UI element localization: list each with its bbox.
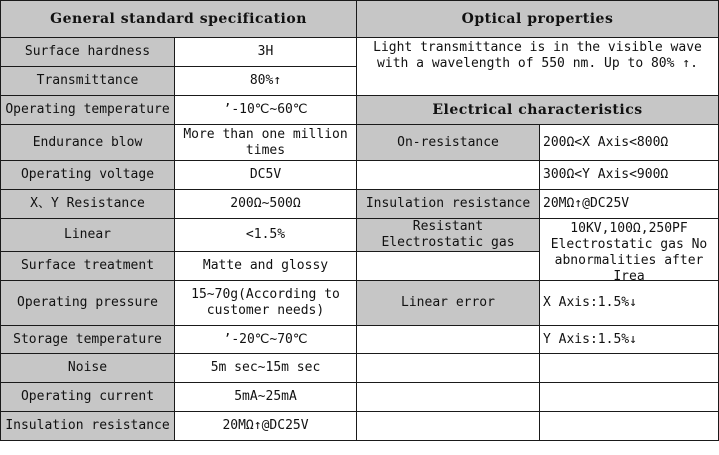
empty-cell bbox=[357, 383, 540, 412]
general-label: Surface hardness bbox=[1, 38, 175, 67]
general-label: Linear bbox=[1, 219, 175, 252]
optical-properties-header: Optical properties bbox=[357, 1, 719, 38]
general-value: 5m sec~15m sec bbox=[175, 354, 357, 383]
esd-value bbox=[540, 219, 719, 284]
general-label: Storage temperature bbox=[1, 326, 175, 354]
general-value: ’-10℃~60℃ bbox=[175, 96, 357, 125]
empty-cell bbox=[357, 252, 540, 281]
on-resistance-label: On-resistance bbox=[357, 125, 540, 161]
general-value: More than one million times bbox=[175, 125, 357, 161]
empty-cell bbox=[540, 412, 719, 441]
general-label: Transmittance bbox=[1, 67, 175, 96]
general-value: DC5V bbox=[175, 161, 357, 190]
general-label: Operating current bbox=[1, 383, 175, 412]
general-spec-header: General standard specification bbox=[1, 1, 357, 38]
empty-cell bbox=[357, 161, 540, 190]
general-label: Noise bbox=[1, 354, 175, 383]
general-label: Insulation resistance bbox=[1, 412, 175, 441]
general-value: 200Ω~500Ω bbox=[175, 190, 357, 219]
esd-value-text: 10KV,100Ω,250PF Electrostatic gas No abnormalities after Irea bbox=[550, 221, 708, 284]
empty-cell bbox=[540, 383, 719, 412]
on-resistance-x-value: 200Ω<X Axis<800Ω bbox=[540, 125, 719, 161]
on-resistance-y-value: 300Ω<Y Axis<900Ω bbox=[540, 161, 719, 190]
general-label: X、Y Resistance bbox=[1, 190, 175, 219]
general-value: 3H bbox=[175, 38, 357, 67]
general-value: ’-20℃~70℃ bbox=[175, 326, 357, 354]
linear-error-label: Linear error bbox=[357, 281, 540, 326]
general-value: 20MΩ↑@DC25V bbox=[175, 412, 357, 441]
empty-cell bbox=[357, 412, 540, 441]
esd-label: Resistant Electrostatic gas bbox=[357, 219, 540, 252]
empty-cell bbox=[540, 354, 719, 383]
linear-error-x-value: X Axis:1.5%↓ bbox=[540, 281, 719, 326]
insulation-resistance-value: 20MΩ↑@DC25V bbox=[540, 190, 719, 219]
general-value: Matte and glossy bbox=[175, 252, 357, 281]
general-label: Operating temperature bbox=[1, 96, 175, 125]
general-label: Operating voltage bbox=[1, 161, 175, 190]
empty-cell bbox=[357, 354, 540, 383]
general-value: 5mA~25mA bbox=[175, 383, 357, 412]
general-label: Surface treatment bbox=[1, 252, 175, 281]
general-value: <1.5% bbox=[175, 219, 357, 252]
empty-cell bbox=[357, 326, 540, 354]
general-value: 15~70g(According to customer needs) bbox=[175, 281, 357, 326]
general-label: Operating pressure bbox=[1, 281, 175, 326]
linear-error-y-value: Y Axis:1.5%↓ bbox=[540, 326, 719, 354]
optical-properties-text: Light transmittance is in the visible wave with a wavelength of 550 nm. Up to 80% ↑. bbox=[357, 38, 719, 96]
insulation-resistance-label: Insulation resistance bbox=[357, 190, 540, 219]
electrical-characteristics-header: Electrical characteristics bbox=[357, 96, 719, 125]
general-label: Endurance blow bbox=[1, 125, 175, 161]
general-value: 80%↑ bbox=[175, 67, 357, 96]
